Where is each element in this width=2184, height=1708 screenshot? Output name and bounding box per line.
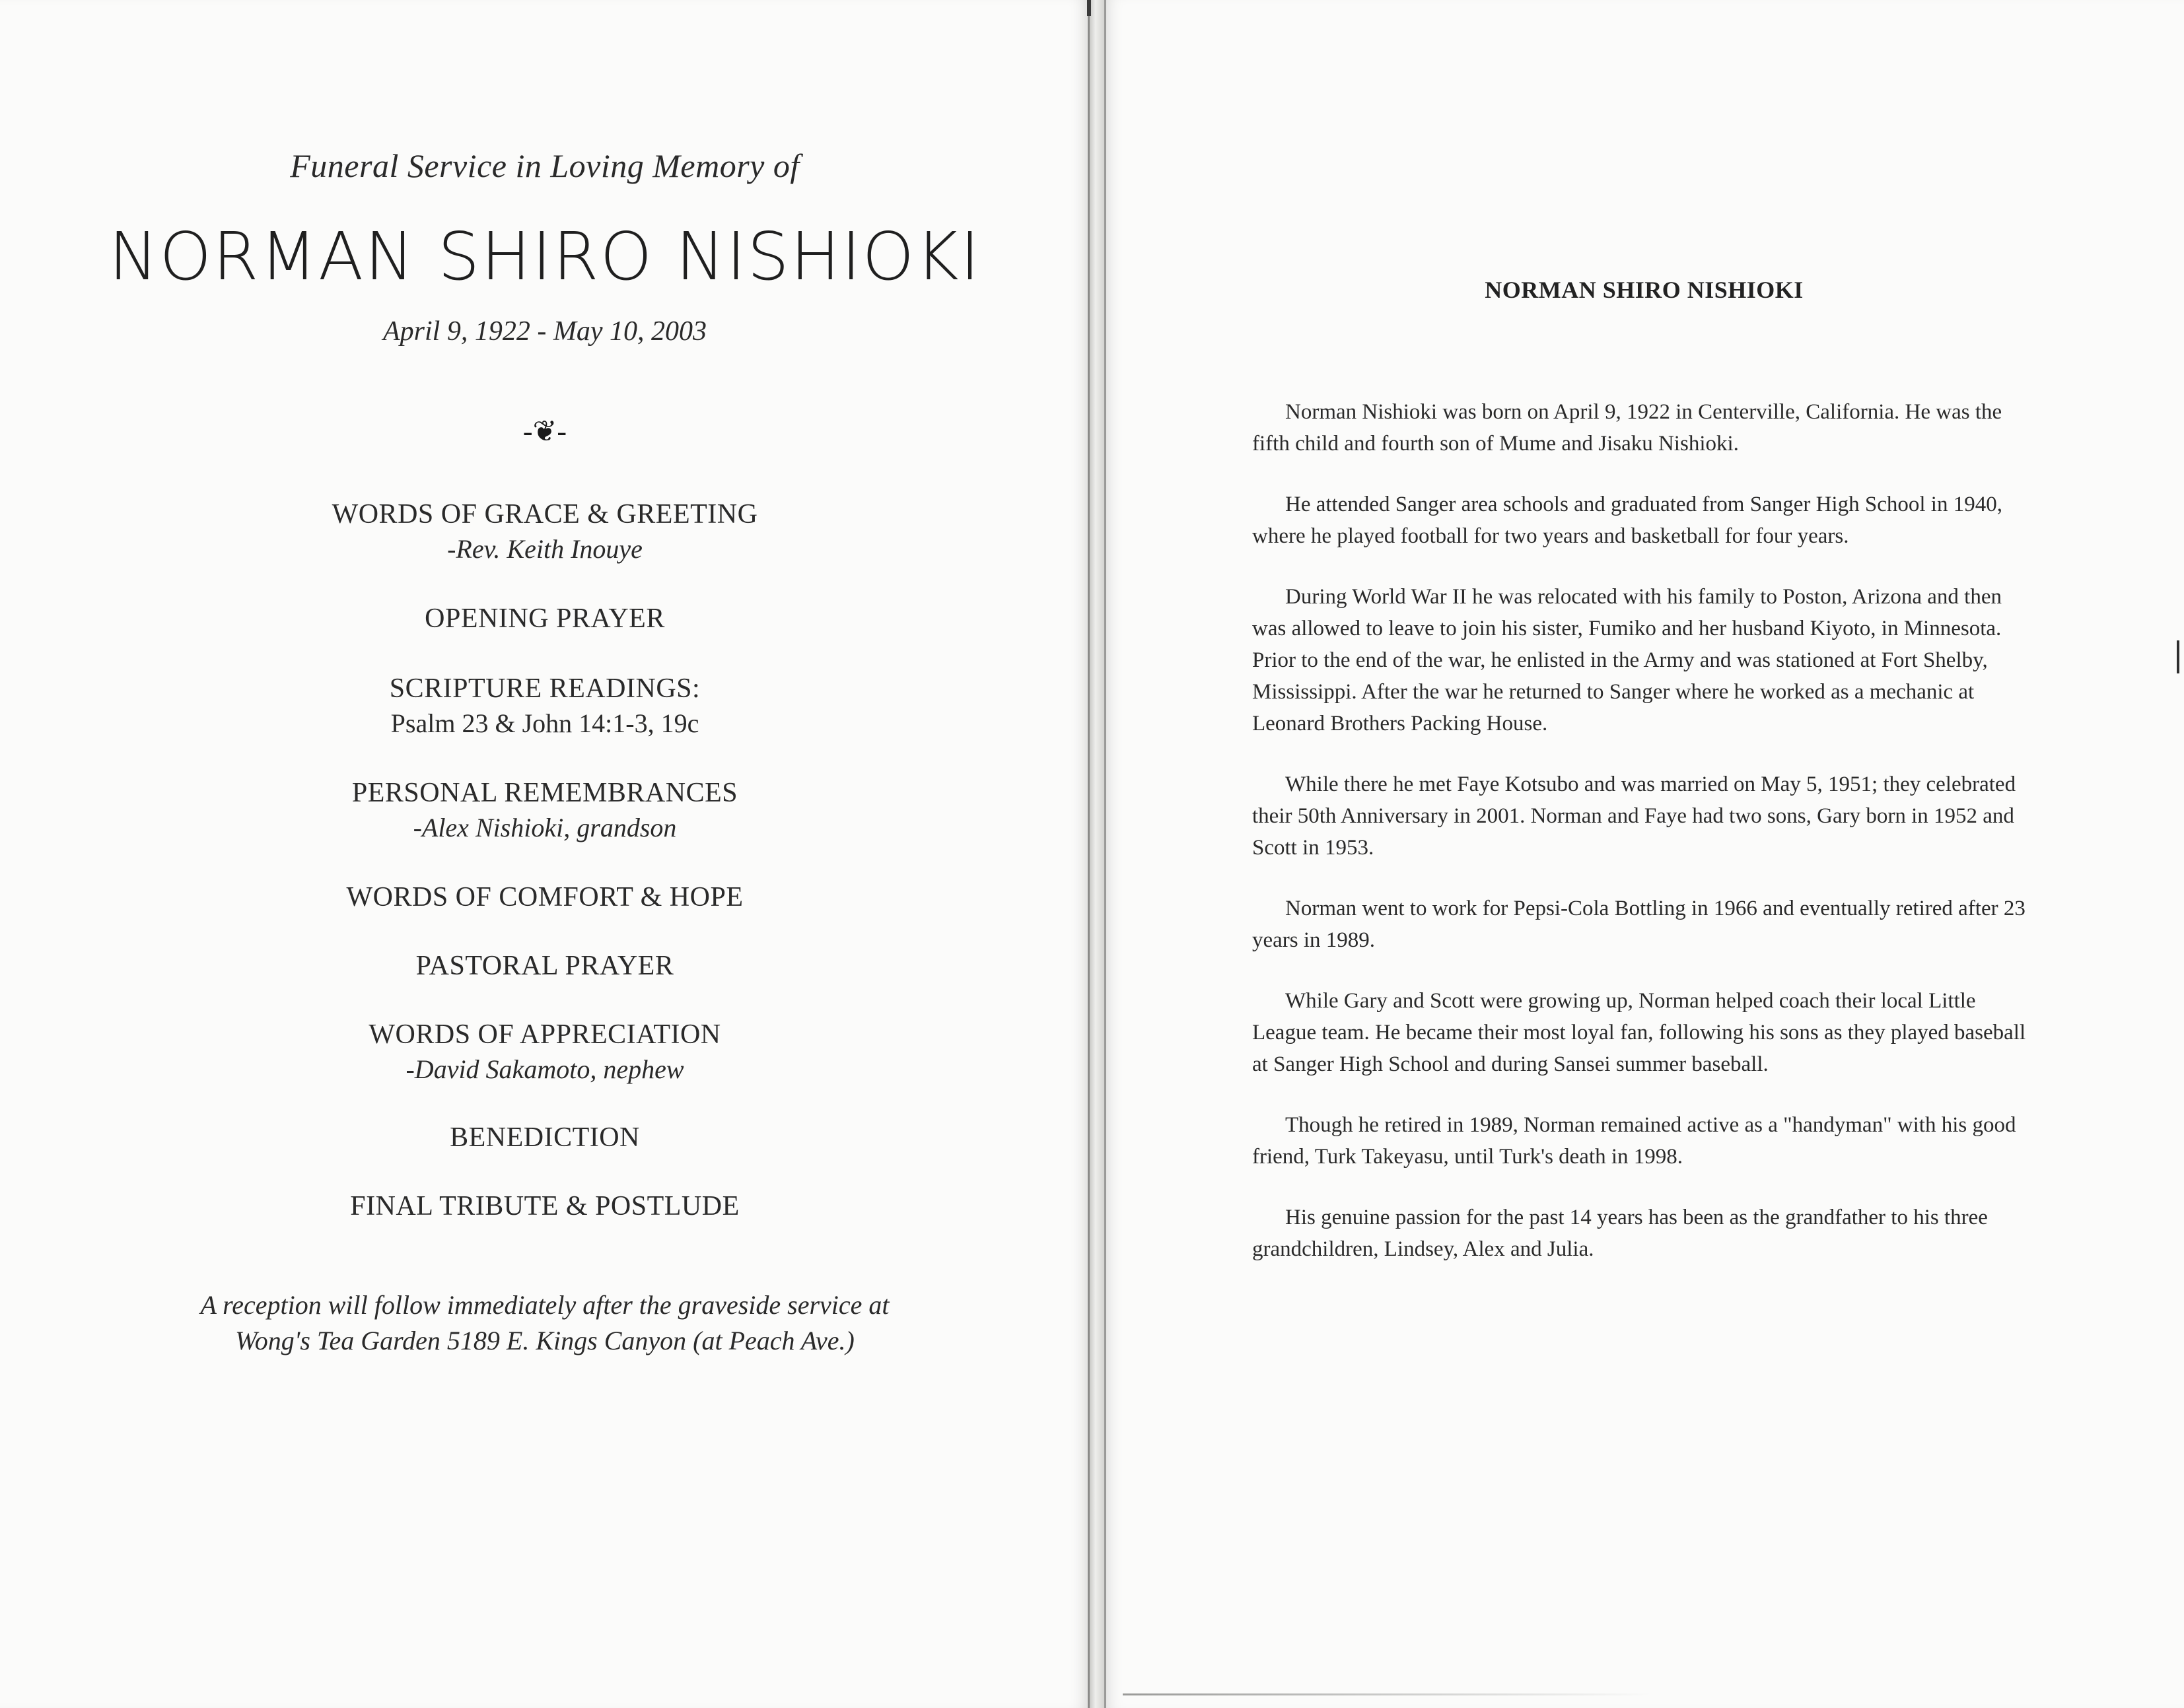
service-item-title: PASTORAL PRAYER [415,951,674,981]
service-item-title: BENEDICTION [450,1122,640,1153]
biography-paragraph: Norman went to work for Pepsi-Cola Bottling in 1966 and eventually retired after 23 years in 1989. [1252,897,2025,952]
biography-paragraph: He attended Sanger area schools and graduated from Sanger High School in 1940, where he played football for two years and basketball for four years. [1252,493,2002,548]
binding-mark [1087,0,1091,16]
biography-paragraph: While there he met Faye Kotsubo and was married on May 5, 1951; they celebrated their 50th Anniversary in 2001. Norman and Faye had two sons, Gary born in 1952 and Scott in 1953. [1252,772,2016,860]
service-item [0,948,1090,984]
life-dates: April 9, 1922 - May 10, 2003 [383,316,707,347]
biography-heading: NORMAN SHIRO NISHIOKI [1485,277,1804,303]
biography-paragraph: Though he retired in 1989, Norman remained active as a "handyman" with his good friend, Turk Takeyasu, until Turk's death in 1998. [1252,1113,2016,1169]
biography-text [1252,396,2038,1294]
service-item-speaker: -David Sakamoto, nephew [405,1054,684,1084]
order-of-service [0,496,1090,1224]
reception-line: Wong's Tea Garden 5189 E. Kings Canyon (at Peach Ave.) [235,1326,855,1355]
biography-paragraph: While Gary and Scott were growing up, Norman helped coach their local Little League team. He became their most loyal fan, following his sons as they played baseball at Sanger High School and during Sansei summer baseball. [1252,989,2026,1076]
reception-notice [0,1287,1090,1359]
reception-line: A reception will follow immediately after the graveside service at [200,1290,890,1320]
service-item [0,775,1090,845]
service-item-speaker: -Alex Nishioki, grandson [413,813,677,842]
service-item-speaker: -Rev. Keith Inouye [447,534,643,564]
heart-ornament-icon: -❦- [522,415,567,448]
service-item-title: WORDS OF APPRECIATION [369,1019,721,1050]
page-edge-shadow [1123,1693,1651,1695]
service-item [0,1120,1090,1155]
service-item-title: PERSONAL REMEMBRANCES [351,778,738,808]
service-item [0,1188,1090,1224]
right-edge-mark [2177,640,2179,673]
service-item-title: WORDS OF GRACE & GREETING [332,499,758,529]
service-item-title: SCRIPTURE READINGS: [389,673,701,704]
deceased-name-title: NORMAN SHIRO NISHIOKI [108,218,981,295]
service-item [0,671,1090,741]
service-item-title: OPENING PRAYER [425,603,665,634]
memorial-subtitle: Funeral Service in Loving Memory of [290,147,800,184]
page-gutter [1090,0,1104,1708]
scripture-references: Psalm 23 & John 14:1-3, 19c [390,708,699,738]
service-item [0,1017,1090,1087]
biography-paragraph: His genuine passion for the past 14 years has been as the grandfather to his three grandchildren, Lindsey, Alex and Julia. [1252,1206,1988,1261]
service-item [0,601,1090,636]
biography-paragraph: During World War II he was relocated with his family to Poston, Arizona and then was allowed to leave to join his sister, Fumiko and her husband Kiyoto, in Minnesota. Prior to the end of the war, he enlisted in the Army and was stationed at Fort Shelby, Mississippi. After the war he returned to Sanger where he worked as a mechanic at Leonard Brothers Packing House. [1252,585,2002,735]
service-item-title: FINAL TRIBUTE & POSTLUDE [350,1191,740,1221]
service-item [0,879,1090,915]
service-item-title: WORDS OF COMFORT & HOPE [346,882,744,912]
biography-paragraph: Norman Nishioki was born on April 9, 1922 in Centerville, California. He was the fifth child and fourth son of Mume and Jisaku Nishioki. [1252,400,2002,456]
service-item [0,496,1090,566]
